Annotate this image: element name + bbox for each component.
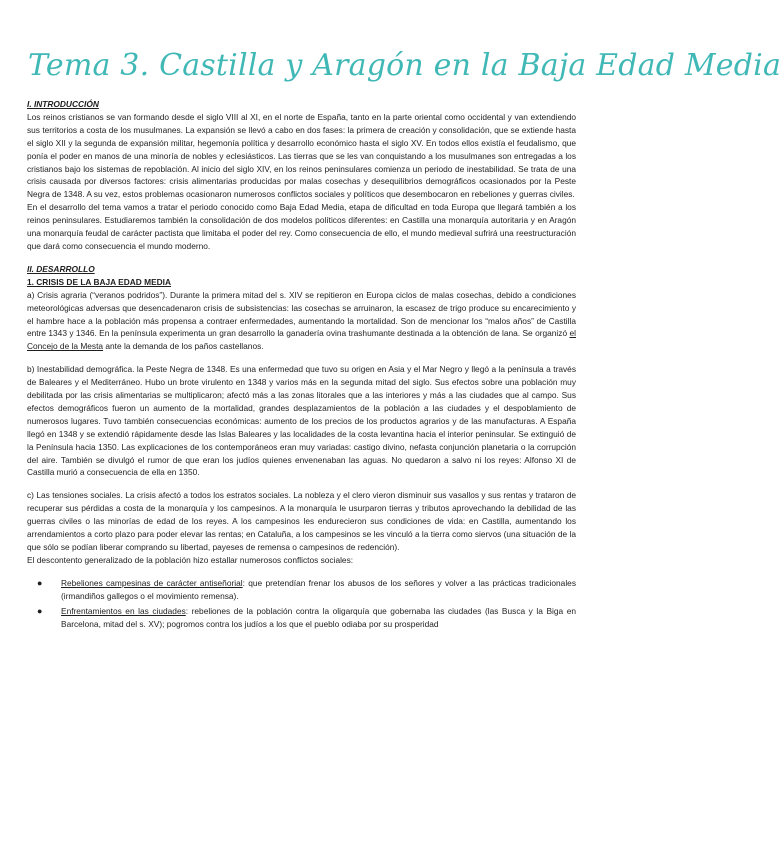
section-heading-introduccion: I. INTRODUCCIÓN [27,99,99,109]
document-body [27,98,576,632]
list-item [27,605,576,631]
crisis-agraria-tail: ante la demanda de los paños castellanos. [103,341,264,352]
list-item-text: : rebeliones de la población contra la oligarquía que gobernaba las ciudades (las Busca y la Biga en Barcelona, mitad del s. XV); pogromos contra los judíos a los que el pueblo odiaba por su prosperidad [61,605,576,629]
paragraph-tensiones-sociales: c) Las tensiones sociales. La crisis afectó a todos los estratos sociales. La nobleza y el clero vieron disminuir sus vasallos y sus rentas y trataron de recuperar sus pérdidas a costa de la monarquía y los campesinos. A la monarquía le usurparon tierras y tributos aprovechando la debilidad de las guerras civiles o las minorías de edad de los reyes. A los campesinos les endurecieron sus condiciones de vida: en Castilla, aumentando los arrendamientos a corto plazo para poder elevar las rentas; en Cataluña, a los campesinos se les vinculó a la tierra como siervos (una situación de la que sólo se podían liberar comprando su libertad, payeses de remensa o campesinos de redención). [27,490,576,552]
section-heading-desarrollo: II. DESARROLLO [27,263,95,274]
list-item [27,577,576,603]
page-title: Tema 3. Castilla y Aragón en la Baja Edad Media [28,48,781,83]
intro-paragraph-1: Los reinos cristianos se van formando desde el siglo VIII al XI, en el norte de España, tanto en la parte oriental como occidental y van extendiendo sus territorios a costa de los musulmanes. La expansión se llevó a cabo en dos fases: la primera de creación y consolidación, que se extiende hasta el siglo XII y la segunda de expansión militar, hegemonía política y desarrollo económico hasta el siglo XV. En todos ellos existía el feudalismo, que ponía el poder en manos de una minoría de nobles y eclesiásticos. Las tierras que se les van conquistando a los musulmanes son entregadas a los cristianos bajo los sistemas de repoblación. Al inicio del siglo XIV, en los reinos peninsulares comienza un periodo de inestabilidad. Se trata de una crisis causada por diversos factores: crisis alimentarias producidas por malas cosechas y desequilibrios demográficos ocasionados por la Peste Negra de 1348. A su vez, estos problemas ocasionaron numerosos conflictos sociales y políticos que desembocaron en rebeliones y guerras civiles. [27,111,576,200]
concejo-mesta-underlined: el Concejo de la Mesta [27,328,576,352]
bullet-icon: ● [37,577,43,588]
paragraph-crisis-agraria [27,289,576,354]
list-item-label: Rebeliones campesinas de carácter antiseñorial [61,577,243,588]
crisis-agraria-text: a) Crisis agraria (“veranos podridos”). Durante la primera mitad del s. XIV se repitieron en Europa ciclos de malas cosechas, debido a condiciones meteorológicas adversas que desencadenaron crisis de subsistencias: las cosechas se arruinaron, la escasez de trigo produce su encarecimiento y el hambre hace a la población más propensa a contraer enfermedades, aumentando la mortalidad. Son de mencionar los “malos años” de Castilla entre 1343 y 1346. En la península experimenta un gran desarrollo la ganadería ovina trashumante destinada a la obtención de lana. Se organizó [27,289,576,339]
conflicts-list [27,577,576,631]
subsection-heading-crisis: 1. CRISIS DE LA BAJA EDAD MEDIA [27,276,172,287]
paragraph-descontento: El descontento generalizado de la población hizo estallar numerosos conflictos sociales: [27,554,354,565]
intro-paragraph-2: En el desarrollo del tema vamos a tratar el periodo conocido como Baja Edad Media, etapa de dificultad en toda Europa que llegará también a los reinos peninsulares. Estudiaremos también la consolidación de dos modelos políticos diferentes: en Castilla una monarquía autoritaria y en Aragón una monarquía feudal de carácter pactista que limitaba el poder del rey. Como consecuencia de ello, el mundo medieval sufrirá una reestructuración que dará como consecuencia el mundo moderno. [27,202,576,251]
list-item-text: : que pretendían frenar los abusos de los señores y volver a las prácticas tradicionales (irmandiños gallegos o el movimiento remensa). [61,577,576,601]
bullet-icon: ● [37,605,43,616]
paragraph-inestabilidad-demografica: b) Inestabilidad demográfica. la Peste Negra de 1348. Es una enfermedad que tuvo su origen en Asia y el Mar Negro y llegó a la península a través de Baleares y el Mediterráneo. Hubo un brote virulento en 1348 y varios más en la segunda mitad del siglo. Sus efectos sobre una población muy debilitada por las crisis alimentarias se multiplicaron; afectó más a las zonas litorales que a las interiores y más a las ciudades que al campo. Sus efectos demográficos fueron un aumento de la mortalidad, grandes desplazamientos de la población a las ciudades y el despoblamiento de numerosos lugares. Tuvo también consecuencias económicas: aumento de los precios de los productos agrarios y de las manufacturas. A España llegó en 1348 y se extendió rápidamente desde las Islas Baleares y las localidades de la costa levantina hacia el interior peninsular. Se extinguió de la Península hacia 1350. Las explicaciones de los contemporáneos eran muy variadas: castigo divino, nefasta conjunción planetaria o la corrupción del aire. También se divulgó el rumor de que eran los judíos quienes envenenaban las aguas. No quedaron a salvo ni los reyes: Alfonso XI de Castilla murió a consecuencia de ella en 1350. [27,364,576,478]
list-item-label: Enfrentamientos en las ciudades [61,605,186,616]
